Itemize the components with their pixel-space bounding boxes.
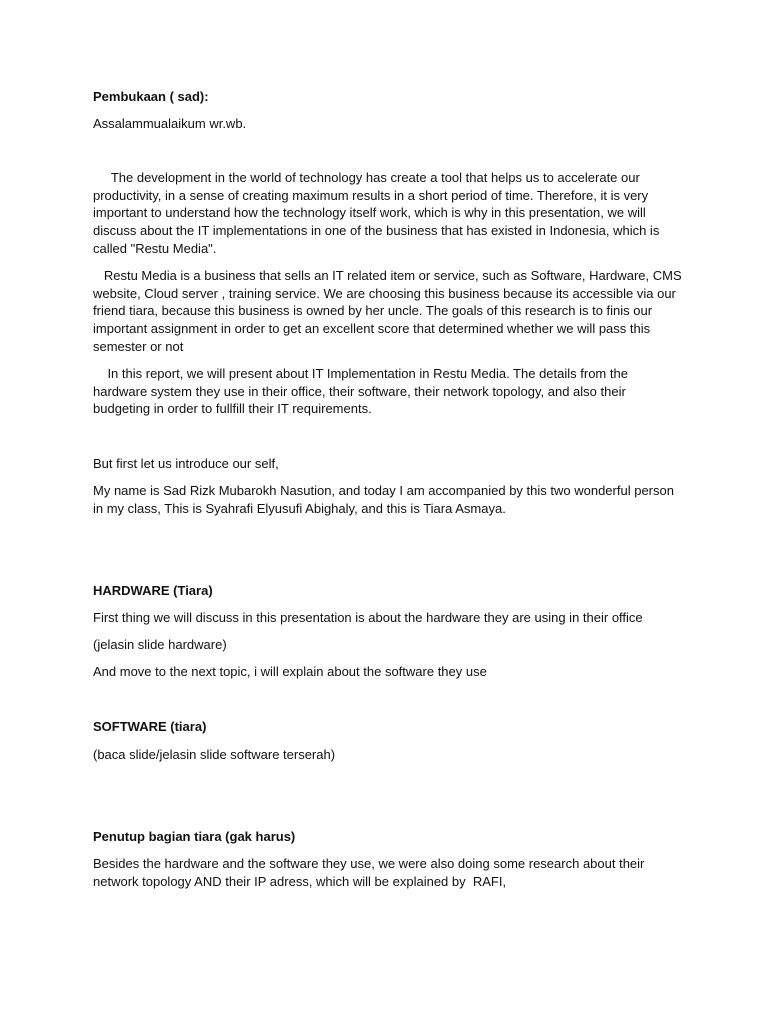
paragraph-closing-line: network topology AND their IP adress, which will be explained by RAFI, — [93, 874, 507, 889]
paragraph-names-line: in my class, This is Syahrafi Elyusufi Abighaly, and this is Tiara Asmaya. — [93, 501, 506, 516]
heading-opening: Pembukaan ( sad): — [93, 89, 209, 104]
greeting-text: Assalammualaikum wr.wb. — [93, 116, 247, 131]
paragraph-closing-line: Besides the hardware and the software they use, we were also doing some research about their — [93, 856, 645, 871]
paragraph-development-line: called "Restu Media". — [93, 241, 217, 256]
paragraph-report-line: hardware system they use in their office, their software, their network topology, and also their — [93, 384, 626, 399]
paragraph-restu-media-line: friend tiara, because this business is owned by her uncle. The goals of this research is to finis our — [93, 303, 653, 318]
paragraph-names-line: My name is Sad Rizk Mubarokh Nasution, and today I am accompanied by this two wonderful person — [93, 483, 674, 498]
paragraph-restu-media-line: Restu Media is a business that sells an IT related item or service, such as Software, Hardware, CMS — [93, 268, 682, 283]
hardware-line: And move to the next topic, i will explain about the software they use — [93, 664, 487, 679]
paragraph-report-line: In this report, we will present about IT Implementation in Restu Media. The details from the — [93, 366, 628, 381]
hardware-line: (jelasin slide hardware) — [93, 637, 227, 652]
heading-software: SOFTWARE (tiara) — [93, 719, 207, 734]
paragraph-development-line: discuss about the IT implementations in one of the business that has existed in Indonesia, which is — [93, 223, 660, 238]
paragraph-development-line: The development in the world of technology has create a tool that helps us to accelerate our — [93, 170, 640, 185]
paragraph-restu-media-line: semester or not — [93, 339, 184, 354]
paragraph-restu-media-line: important assignment in order to get an excellent score that determined whether we will pass this — [93, 321, 651, 336]
paragraph-restu-media-line: website, Cloud server , training service. We are choosing this business because its accessible via our — [93, 286, 676, 301]
intro-line: But first let us introduce our self, — [93, 456, 279, 471]
software-line: (baca slide/jelasin slide software terserah) — [93, 747, 336, 762]
hardware-line: First thing we will discuss in this presentation is about the hardware they are using in their office — [93, 610, 643, 625]
heading-hardware: HARDWARE (Tiara) — [93, 583, 213, 598]
paragraph-development-line: productivity, in a sense of creating maximum results in a short period of time. Therefore, it is very — [93, 188, 649, 203]
paragraph-development-line: important to understand how the technology itself work, which is why in this presentation, we will — [93, 205, 646, 220]
paragraph-report-line: budgeting in order to fullfill their IT requirements. — [93, 401, 372, 416]
heading-closing: Penutup bagian tiara (gak harus) — [93, 829, 296, 844]
